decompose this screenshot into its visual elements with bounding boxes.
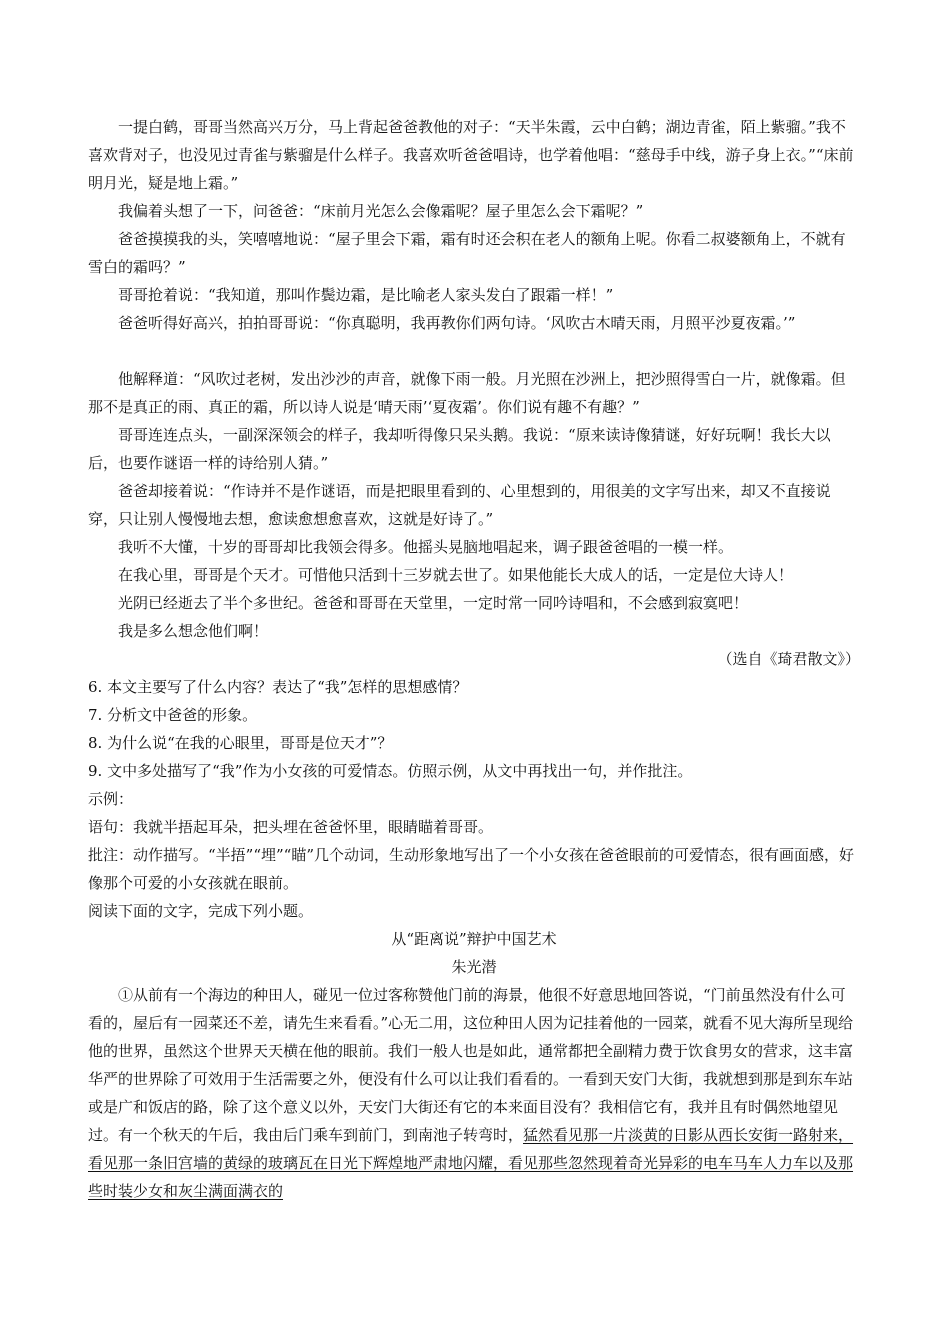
question-6: 6. 本文主要写了什么内容？表达了“我”怎样的思想感情？ <box>88 678 468 696</box>
essay-paragraph-1-text: ①从前有一个海边的种田人，碰见一位过客称赞他门前的海景，他很不好意思地回答说，“门前虽然没有什么可看的，屋后有一园菜还不差，请先生来看看。”心无二用，这位种田人因为记挂着他的一园菜，就看不见大海所呈现给他的世界，虽然这个世界天天横在他的眼前。我们一般人也是如此，通常都把全副精力费于饮食男女的营求，这丰富华严的世界除了可效用于生活需要之外，便没有什么可以让我们看看的。一看到天安门大街，我就想到那是到东车站或是广和饭店的路，除了这个意义以外，天安门大街还有它的本来面目没有？我相信它有，我并且有时偶然地望见过。有一个秋天的午后，我由后门乘车到前门，到南池子转弯时， <box>88 986 854 1144</box>
example-label: 示例： <box>88 790 134 808</box>
story-paragraph-10: 在我心里，哥哥是个天才。可惜他只活到十三岁就去世了。如果他能长大成人的话，一定是位大诗人！ <box>118 566 794 584</box>
essay-title: 从“距离说”辩护中国艺术 <box>391 930 557 948</box>
story-paragraph-8: 爸爸却接着说：“作诗并不是作谜语，而是把眼里看到的、心里想到的，用很美的文字写出来，却又不直接说穿，只让别人慢慢地去想，愈读愈想愈喜欢，这就是好诗了。” <box>88 482 831 528</box>
example-sentence: 语句：我就半捂起耳朵，把头埋在爸爸怀里，眼睛瞄着哥哥。 <box>88 818 494 836</box>
story-paragraph-5: 爸爸听得好高兴，拍拍哥哥说：“你真聪明，我再教你们两句诗。‘风吹古木晴天雨，月照平沙夏夜霜。’” <box>118 314 796 332</box>
reading-instruction: 阅读下面的文字，完成下列小题。 <box>88 902 314 920</box>
question-8: 8. 为什么说“在我的心眼里，哥哥是位天才”？ <box>88 734 393 752</box>
story-paragraph-3: 爸爸摸摸我的头，笑嘻嘻地说：“屋子里会下霜，霜有时还会积在老人的额角上呢。你看二叔婆额角上，不就有雪白的霜吗？” <box>88 230 846 276</box>
story-paragraph-2: 我偏着头想了一下，问爸爸：“床前月光怎么会像霜呢？屋子里怎么会下霜呢？” <box>118 202 644 220</box>
story-paragraph-12: 我是多么想念他们啊！ <box>118 622 269 640</box>
story-paragraph-4: 哥哥抢着说：“我知道，那叫作鬓边霜，是比喻老人家头发白了跟霜一样！” <box>118 286 614 304</box>
story-paragraph-7: 哥哥连连点头，一副深深领会的样子，我却听得像只呆头鹅。我说：“原来读诗像猜谜，好好玩啊！我长大以后，也要作谜语一样的诗给别人猜。” <box>88 426 831 472</box>
example-note: 批注：动作描写。“半捂”“埋”“瞄”几个动词，生动形象地写出了一个小女孩在爸爸眼前的可爱情态，很有画面感，好像那个可爱的小女孩就在眼前。 <box>88 846 855 892</box>
essay-paragraph-1 <box>88 981 860 1205</box>
story-source: （选自《琦君散文》） <box>717 650 860 668</box>
essay-underlined-sentence: 猛然看见那一片淡黄的日影从西长安街一路射来，看见那一条旧宫墙的黄绿的玻璃瓦在日光下辉煌地严肃地闪耀，看见那些忽然现着奇光异彩的电车马车人力车以及那些时装少女和灰尘满面满衣的 <box>88 1126 854 1200</box>
essay-author: 朱光潜 <box>451 958 497 976</box>
question-7: 7. 分析文中爸爸的形象。 <box>88 706 258 724</box>
story-paragraph-6: 他解释道：“风吹过老树，发出沙沙的声音，就像下雨一般。月光照在沙洲上，把沙照得雪白一片，就像霜。但那不是真正的雨、真正的霜，所以诗人说是‘晴天雨’‘夏夜霜’。你们说有趣不有趣？” <box>88 370 846 416</box>
story-paragraph-9: 我听不大懂，十岁的哥哥却比我领会得多。他摇头晃脑地唱起来，调子跟爸爸唱的一模一样。 <box>118 538 734 556</box>
story-paragraph-11: 光阴已经逝去了半个多世纪。爸爸和哥哥在天堂里，一定时常一同吟诗唱和，不会感到寂寞吧！ <box>118 594 749 612</box>
question-9: 9. 文中多处描写了“我”作为小女孩的可爱情态。仿照示例，从文中再找出一句，并作批注。 <box>88 762 693 780</box>
story-paragraph-1: 一提白鹤，哥哥当然高兴万分，马上背起爸爸教他的对子：“天半朱霞，云中白鹤；湖边青雀，陌上紫骝。”我不喜欢背对子，也没见过青雀与紫骝是什么样子。我喜欢听爸爸唱诗，也学着他唱：“慈母手中线，游子身上衣。”“床前明月光，疑是地上霜。” <box>88 118 854 192</box>
